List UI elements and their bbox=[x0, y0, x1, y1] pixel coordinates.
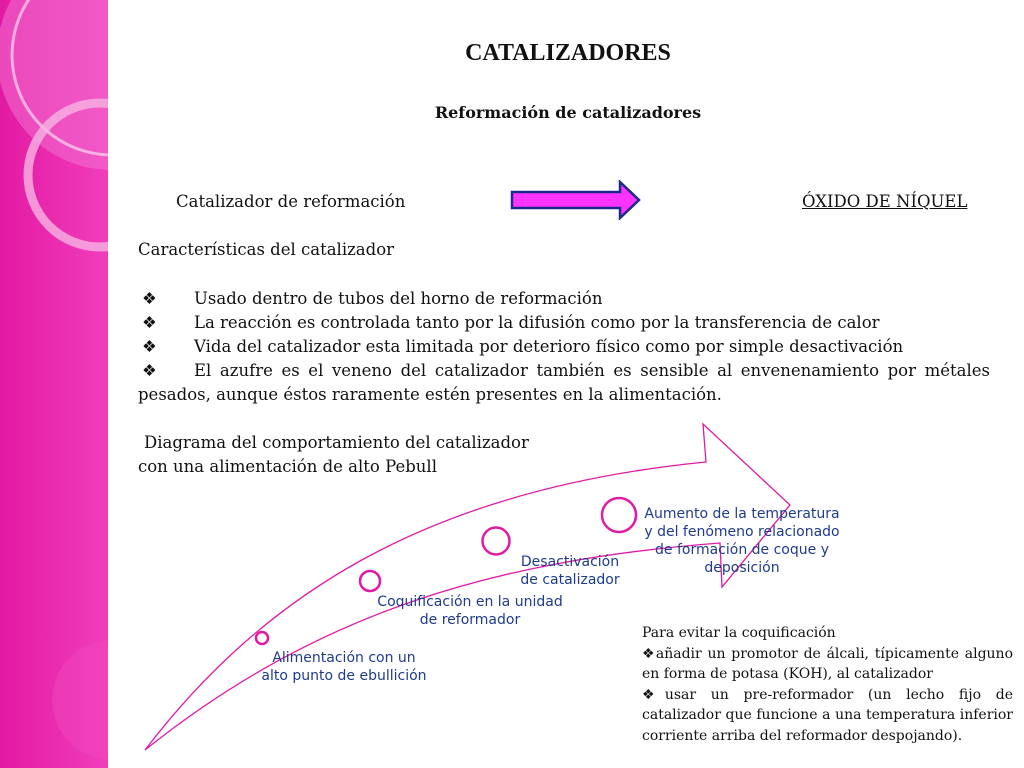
list-item-text: usar un pre-reformador (un lecho fijo de catalizador que funcione a una temperatura inferior corriente arriba del reformador despojando). bbox=[642, 686, 1013, 744]
bullet-diamond-icon: ❖ bbox=[642, 686, 665, 703]
bullet-diamond-icon: ❖ bbox=[142, 361, 157, 380]
page-subtitle: Reformación de catalizadores bbox=[434, 103, 702, 122]
bullet-diamond-icon: ❖ bbox=[642, 645, 656, 662]
list-item bbox=[642, 685, 1013, 747]
bullet-diamond-icon: ❖ bbox=[142, 337, 157, 356]
diagram-title-line: Diagrama del comportamiento del catalizador bbox=[144, 433, 529, 452]
page-title: CATALIZADORES bbox=[465, 40, 671, 66]
stage-4-circle bbox=[602, 498, 636, 532]
stage-1-label: Alimentación con un alto punto de ebullición bbox=[261, 650, 427, 684]
list-item bbox=[642, 644, 1013, 685]
note-intro: Para evitar la coquificación bbox=[642, 625, 836, 641]
stage-3-circle bbox=[483, 528, 510, 555]
coking-prevention-note bbox=[642, 623, 1013, 746]
list-item-text: El azufre es el veneno del catalizador también es sensible al envenenamiento por métales pesados, aunque éstos raramente estén presentes en la alimentación. bbox=[138, 361, 990, 404]
list-item-text: Usado dentro de tubos del horno de reformación bbox=[194, 289, 603, 308]
list-item-text: añadir un promotor de álcali, típicamente alguno en forma de potasa (KOH), al catalizador bbox=[642, 645, 1013, 682]
characteristics-heading: Características del catalizador bbox=[138, 240, 395, 259]
stage-3-label: Desactivación de catalizador bbox=[520, 554, 620, 588]
bullet-diamond-icon: ❖ bbox=[142, 289, 157, 308]
list-item-text: Vida del catalizador esta limitada por deterioro físico como por simple desactivación bbox=[194, 337, 904, 356]
stage-1-circle bbox=[256, 632, 268, 644]
reforming-catalyst-label: Catalizador de reformación bbox=[176, 192, 406, 211]
stage-2-label: Coquificación en la unidad de reformador bbox=[377, 594, 563, 628]
bullet-diamond-icon: ❖ bbox=[142, 313, 157, 332]
list-item-text: La reacción es controlada tanto por la difusión como por la transferencia de calor bbox=[194, 313, 880, 332]
nickel-oxide-label: ÓXIDO DE NÍQUEL bbox=[802, 192, 968, 211]
diagram-title-line: con una alimentación de alto Pebull bbox=[138, 457, 437, 476]
stage-4-label: Aumento de la temperatura y del fenómeno relacionado de formación de coque y deposición bbox=[644, 506, 840, 576]
stage-2-circle bbox=[360, 571, 380, 591]
